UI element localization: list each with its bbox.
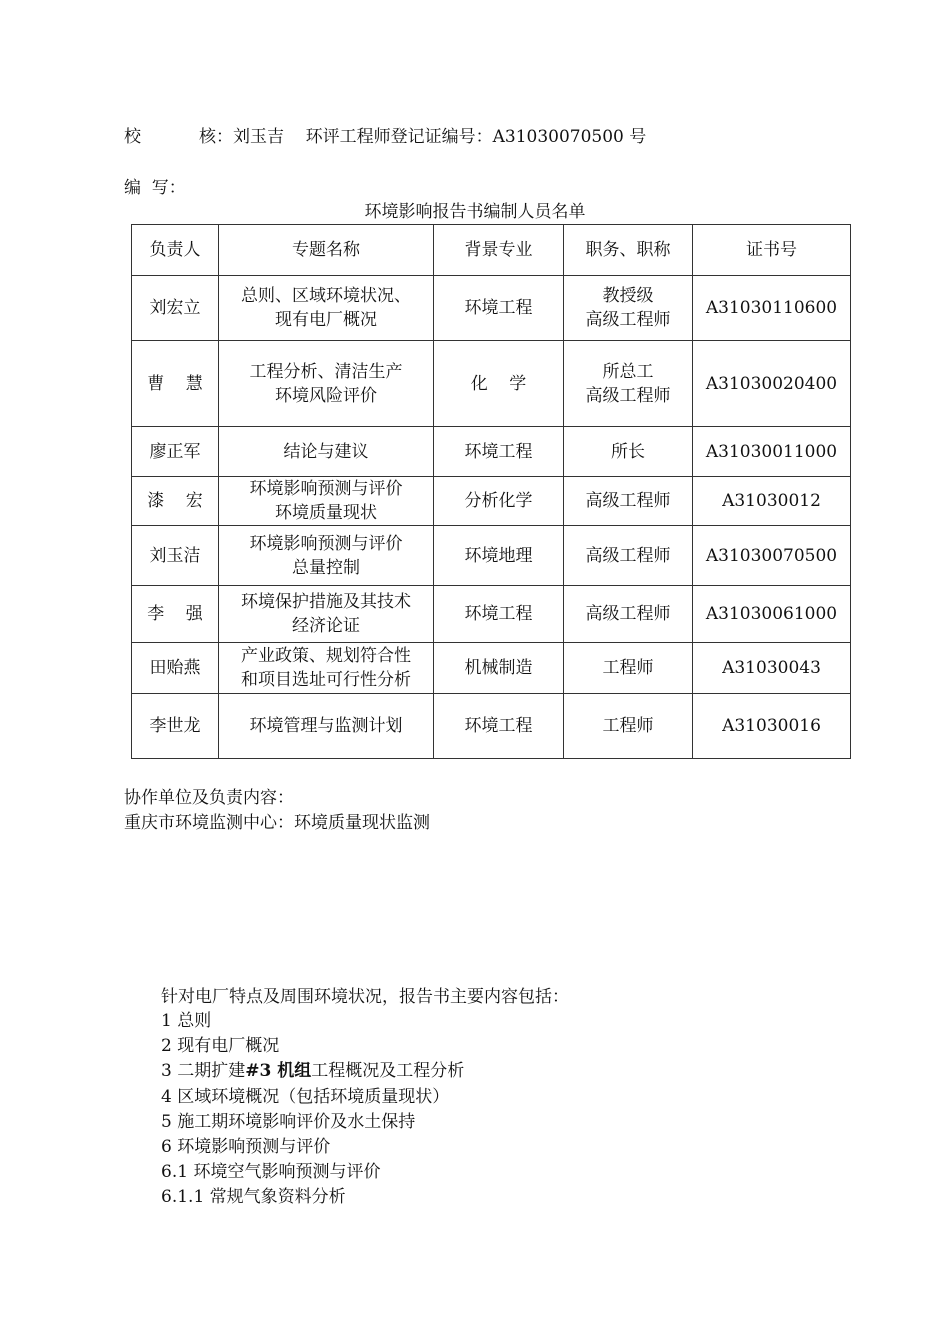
contents-intro: 针对电厂特点及周围环境状况，报告书主要内容包括：: [161, 987, 569, 1007]
cell-major: 环境工程: [434, 427, 564, 477]
cell-cert: A31030011000: [693, 427, 851, 477]
cell-topic: 结论与建议: [219, 427, 434, 477]
cell-major: 环境工程: [434, 586, 564, 643]
header-cell: 背景专业: [434, 225, 564, 276]
reviewer-name: 刘玉吉: [233, 127, 284, 147]
header-cell: 负责人: [132, 225, 219, 276]
contents-list: [161, 1009, 464, 1211]
cell-name: 漆 宏: [132, 477, 219, 526]
cell-major: 分析化学: [434, 477, 564, 526]
table-row: [132, 276, 851, 341]
review-label-right: 核：: [199, 127, 233, 147]
cell-name: 廖正军: [132, 427, 219, 477]
table-row: [132, 427, 851, 477]
table-row: [132, 643, 851, 694]
table-row: [132, 341, 851, 427]
cell-name: 刘宏立: [132, 276, 219, 341]
cell-cert: A31030061000: [693, 586, 851, 643]
cell-title: 高级工程师: [564, 477, 693, 526]
contents-item: 6.1.1 常规气象资料分析: [161, 1187, 346, 1208]
cell-major: 环境地理: [434, 526, 564, 586]
contents-item-post: 工程概况及工程分析: [311, 1061, 465, 1082]
cell-topic: 环境影响预测与评价 总量控制: [219, 526, 434, 586]
cert-number: A31030070500: [492, 127, 624, 147]
cell-cert: A31030016: [693, 694, 851, 759]
table-title: 环境影响报告书编制人员名单: [364, 202, 586, 222]
cert-label: 环评工程师登记证编号：: [305, 127, 493, 147]
cell-major: 环境工程: [434, 694, 564, 759]
cell-title: 所总工 高级工程师: [564, 341, 693, 427]
contents-item: 6 环境影响预测与评价: [161, 1137, 331, 1158]
cell-major: 环境工程: [434, 276, 564, 341]
table-row: [132, 586, 851, 643]
compile-label: 编 写：: [124, 178, 186, 198]
review-label-left: 校: [124, 127, 141, 147]
contents-item: 1 总则: [161, 1011, 212, 1031]
header-cell: 职务、职称: [564, 225, 693, 276]
cell-topic: 工程分析、清洁生产 环境风险评价: [219, 341, 434, 427]
contents-item: [161, 1059, 464, 1084]
cell-cert: A31030043: [693, 643, 851, 694]
contents-item: 5 施工期环境影响评价及水土保持: [161, 1111, 416, 1132]
cell-topic: 环境保护措施及其技术 经济论证: [219, 586, 434, 643]
contents-item: 4 区域环境概况（包括环境质量现状）: [161, 1086, 450, 1107]
cell-cert: A31030020400: [693, 341, 851, 427]
contents-item-bold: #3 机组: [245, 1061, 312, 1082]
cell-name: 刘玉洁: [132, 526, 219, 586]
review-line: [124, 125, 646, 149]
cell-topic: 环境管理与监测计划: [219, 694, 434, 759]
contents-item: 2 现有电厂概况: [161, 1036, 280, 1057]
cell-major: 化 学: [434, 341, 564, 427]
cell-title: 高级工程师: [564, 526, 693, 586]
cooperation-heading: 协作单位及负责内容：: [124, 788, 294, 808]
table-row: [132, 526, 851, 586]
cell-title: 教授级 高级工程师: [564, 276, 693, 341]
cell-title: 所长: [564, 427, 693, 477]
cert-suffix: 号: [629, 127, 647, 147]
cell-title: 高级工程师: [564, 586, 693, 643]
staff-table: [131, 224, 851, 759]
cell-cert: A31030070500: [693, 526, 851, 586]
cell-cert: A31030110600: [693, 276, 851, 341]
cell-cert: A31030012: [693, 477, 851, 526]
cell-topic: 环境影响预测与评价 环境质量现状: [219, 477, 434, 526]
cell-major: 机械制造: [434, 643, 564, 694]
cell-title: 工程师: [564, 694, 693, 759]
contents-item-pre: 3 二期扩建: [161, 1061, 246, 1082]
table-header-row: [132, 225, 851, 276]
cell-name: 李 强: [132, 586, 219, 643]
cell-name: 李世龙: [132, 694, 219, 759]
cell-topic: 总则、区域环境状况、 现有电厂概况: [219, 276, 434, 341]
table-row: [132, 477, 851, 526]
cell-name: 曹 慧: [132, 341, 219, 427]
table-row: [132, 694, 851, 759]
cell-name: 田贻燕: [132, 643, 219, 694]
cooperation-content: 重庆市环境监测中心：环境质量现状监测: [124, 813, 430, 833]
contents-item: 6.1 环境空气影响预测与评价: [161, 1162, 381, 1183]
cell-topic: 产业政策、规划符合性 和项目选址可行性分析: [219, 643, 434, 694]
cell-title: 工程师: [564, 643, 693, 694]
header-cell: 专题名称: [219, 225, 434, 276]
header-cell: 证书号: [693, 225, 851, 276]
